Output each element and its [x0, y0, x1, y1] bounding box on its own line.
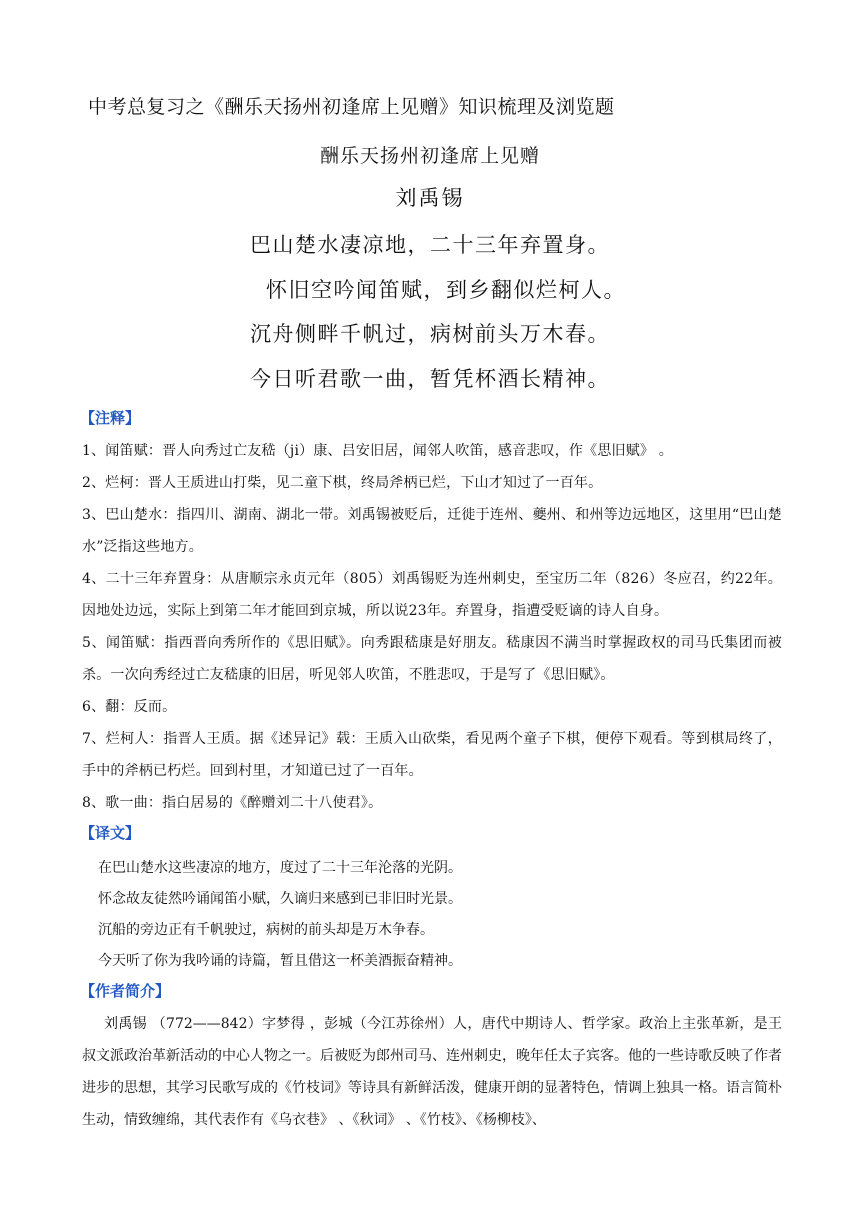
notes-heading: 【注释】	[80, 409, 141, 427]
poem-line-3: 沉舟侧畔千帆过，病树前头万木春。	[250, 322, 610, 346]
note-item-2: 2、烂柯：晋人王质进山打柴，见二童下棋，终局斧柄已烂，下山才知过了一百年。	[82, 475, 603, 491]
note-item-5: 5、闻笛赋：指西晋向秀所作的《思旧赋》。向秀跟嵇康是好朋友。嵇康因不满当时掌握政权的司马氏集团而被杀。一次向秀经过亡友嵇康的旧居，听见邻人吹笛，不胜悲叹，于是写了《思旧赋》。	[82, 635, 782, 683]
note-item-6: 6、翻：反而。	[82, 699, 177, 715]
author-bio-heading: 【作者简介】	[80, 982, 171, 1000]
translation-line-2: 怀念故友徒然吟诵闻笛小赋，久谪归来感到已非旧时光景。	[98, 891, 462, 907]
poem-line-4: 今日听君歌一曲，暂凭杯酒长精神。	[250, 367, 610, 391]
poem-title: 酬乐天扬州初逢席上见赠	[319, 145, 540, 167]
document-title: 中考总复习之《酬乐天扬州初逢席上见赠》知识梳理及浏览题	[88, 96, 615, 118]
author-bio-text: 刘禹锡 （772——842）字梦得 ，彭城（今江苏徐州）人，唐代中期诗人、哲学家。政治上主张革新，是王叔文派政治革新活动的中心人物之一。后被贬为郎州司马、连州刺史，晚年任太子宾客。他的一些诗歌反映了作者进步的思想，其学习民歌写成的《竹枝词》等诗具有新鲜活泼，健康开朗的显著特色，情调上独具一格。语言简朴生动，情致缠绵，其代表作有《乌衣巷》 、《秋词》 、《竹枝》、《杨柳枝》、	[82, 1016, 782, 1128]
note-item-1: 1、闻笛赋：晋人向秀过亡友嵇（ji）康、吕安旧居，闻邻人吹笛，感音悲叹，作《思旧赋》 。	[82, 443, 673, 459]
poem-line-2: 怀旧空吟闻笛赋，到乡翻似烂柯人。	[266, 278, 626, 302]
translation-line-3: 沉船的旁边正有千帆驶过，病树的前头却是万木争春。	[98, 922, 434, 938]
translation-line-4: 今天听了你为我吟诵的诗篇，暂且借这一杯美酒振奋精神。	[98, 953, 462, 969]
poem-author: 刘禹锡	[395, 186, 465, 210]
note-item-7: 7、烂柯人：指晋人王质。据《述异记》载：王质入山砍柴，看见两个童子下棋，便停下观看。等到棋局终了，手中的斧柄已朽烂。回到村里，才知道已过了一百年。	[82, 731, 782, 779]
translation-line-1: 在巴山楚水这些凄凉的地方，度过了二十三年沦落的光阴。	[98, 860, 462, 876]
poem-line-1: 巴山楚水凄凉地，二十三年弃置身。	[250, 233, 610, 257]
note-item-8: 8、歌一曲：指白居易的《醉赠刘二十八使君》。	[82, 795, 383, 811]
translation-heading: 【译文】	[80, 824, 141, 842]
note-item-3: 3、巴山楚水：指四川、湖南、湖北一带。刘禹锡被贬后，迁徙于连州、夔州、和州等边远地区，这里用“巴山楚水”泛指这些地方。	[82, 507, 782, 555]
note-item-4: 4、二十三年弃置身：从唐顺宗永贞元年（805）刘禹锡贬为连州刺史，至宝历二年（826）冬应召，约22年。因地处边远，实际上到第二年才能回到京城，所以说23年。弃置身，指遭受贬谪的诗人自身。	[82, 571, 782, 619]
